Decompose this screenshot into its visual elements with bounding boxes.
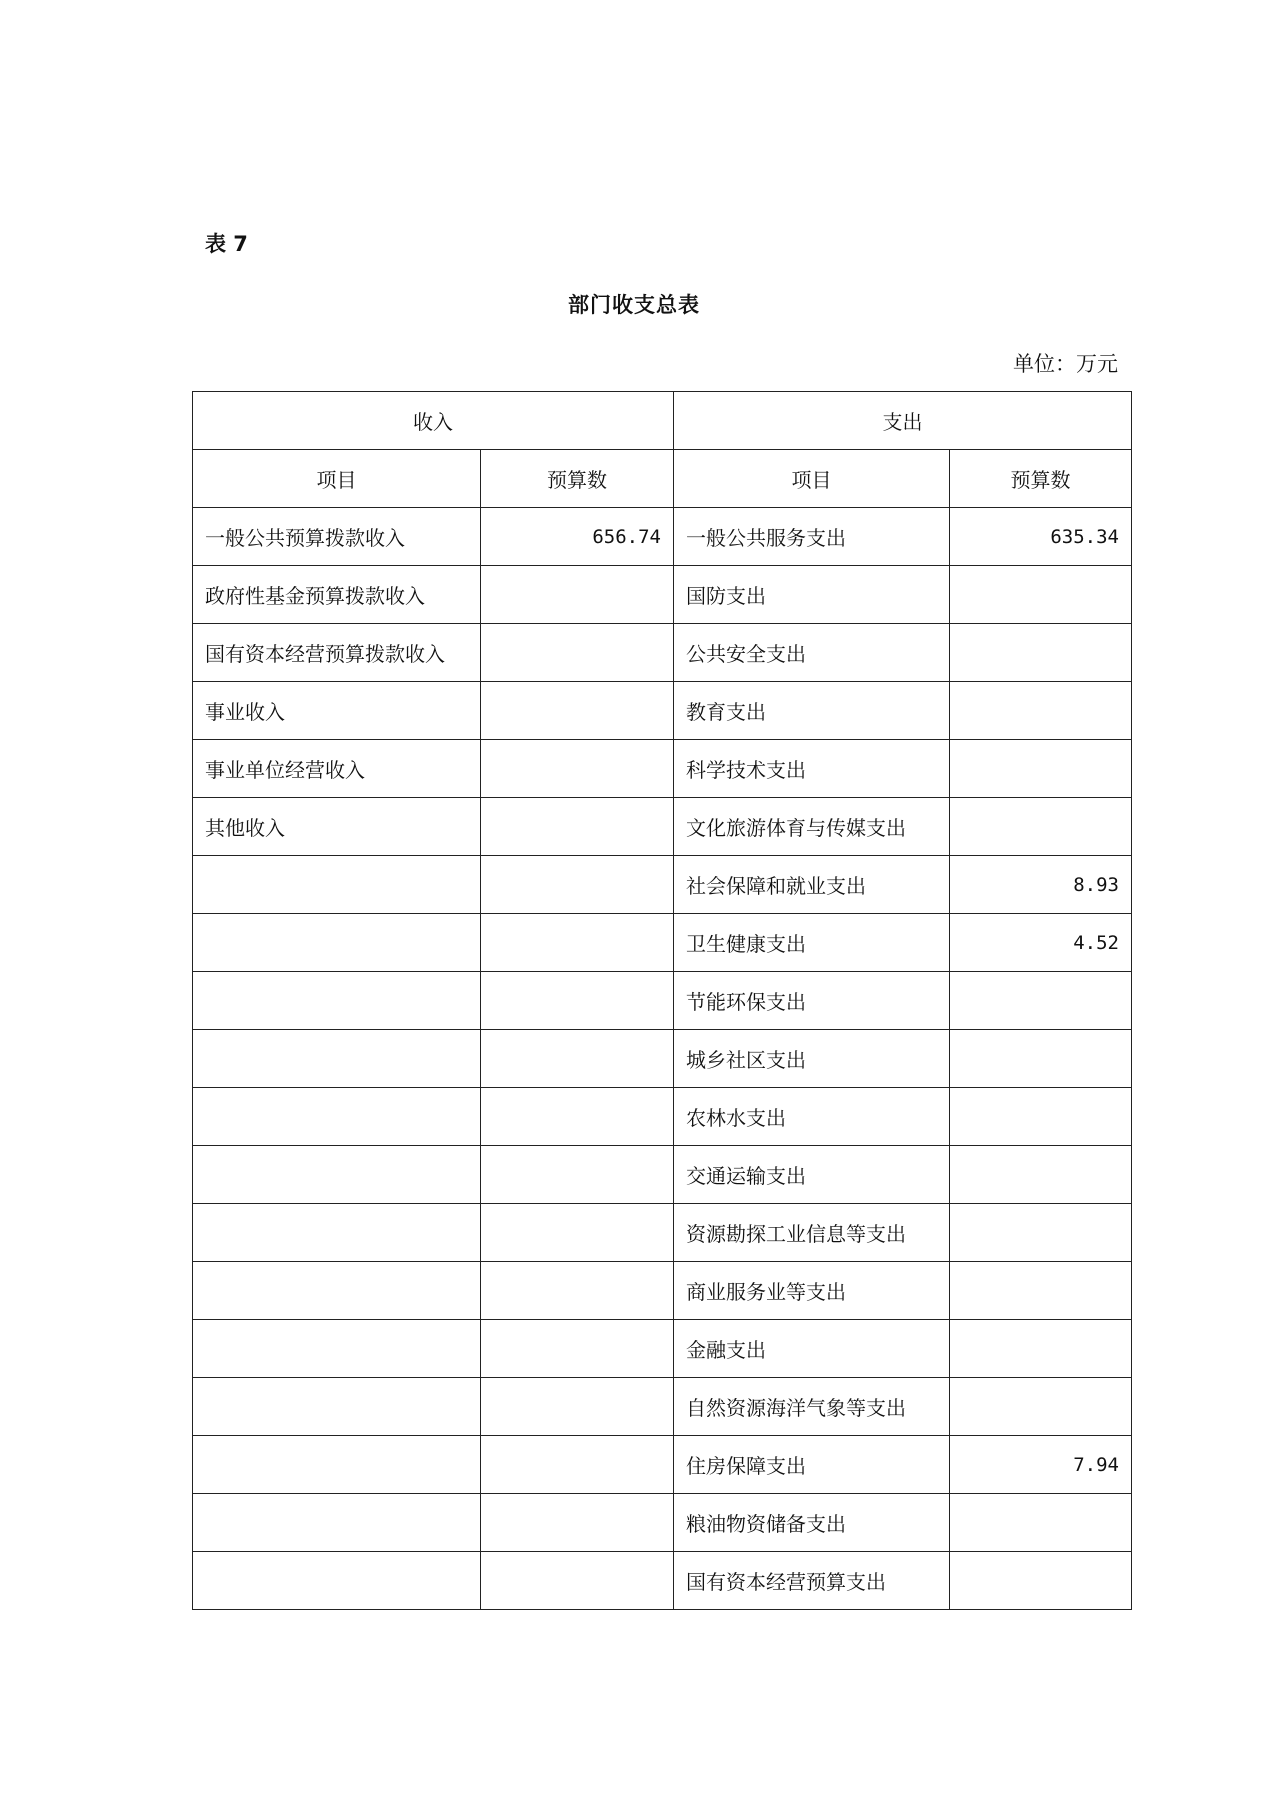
income-value-cell — [481, 1378, 674, 1436]
expense-value-cell — [950, 972, 1132, 1030]
income-value-cell — [481, 1204, 674, 1262]
expense-value-cell — [950, 1494, 1132, 1552]
expense-value-cell — [950, 682, 1132, 740]
table-row — [193, 1088, 1132, 1146]
income-value-cell — [481, 1552, 674, 1610]
expense-item-cell: 城乡社区支出 — [674, 1030, 950, 1088]
expense-item-cell: 文化旅游体育与传媒支出 — [674, 798, 950, 856]
table-row — [193, 624, 1132, 682]
table-row — [193, 740, 1132, 798]
expense-item-cell: 自然资源海洋气象等支出 — [674, 1378, 950, 1436]
table-row — [193, 972, 1132, 1030]
table-row — [193, 1552, 1132, 1610]
income-section-header: 收入 — [193, 392, 674, 450]
income-item-cell — [193, 856, 481, 914]
table-row — [193, 1030, 1132, 1088]
expense-value-cell: 635.34 — [950, 508, 1132, 566]
expense-item-cell: 交通运输支出 — [674, 1146, 950, 1204]
expense-value-cell — [950, 1320, 1132, 1378]
income-value-cell — [481, 1436, 674, 1494]
income-value-cell — [481, 1262, 674, 1320]
income-value-cell — [481, 1320, 674, 1378]
table-row — [193, 1320, 1132, 1378]
expense-item-cell: 金融支出 — [674, 1320, 950, 1378]
unit-note: 单位：万元 — [1013, 352, 1118, 376]
income-value-cell — [481, 624, 674, 682]
expense-item-cell: 住房保障支出 — [674, 1436, 950, 1494]
income-value-cell — [481, 1146, 674, 1204]
table-row — [193, 1204, 1132, 1262]
expense-value-cell: 4.52 — [950, 914, 1132, 972]
income-item-cell — [193, 914, 481, 972]
income-value-cell — [481, 566, 674, 624]
income-item-cell — [193, 1494, 481, 1552]
expense-section-header: 支出 — [674, 392, 1132, 450]
income-item-cell — [193, 1262, 481, 1320]
expense-value-cell — [950, 1204, 1132, 1262]
income-item-cell — [193, 972, 481, 1030]
income-value-cell — [481, 914, 674, 972]
expense-value-cell — [950, 566, 1132, 624]
column-header-row — [193, 450, 1132, 508]
income-item-cell — [193, 1436, 481, 1494]
table-row — [193, 1494, 1132, 1552]
table-row — [193, 1378, 1132, 1436]
table-row — [193, 1436, 1132, 1494]
income-item-cell — [193, 1552, 481, 1610]
income-item-cell: 事业单位经营收入 — [193, 740, 481, 798]
income-item-cell — [193, 1204, 481, 1262]
income-item-cell — [193, 1030, 481, 1088]
expense-value-cell: 8.93 — [950, 856, 1132, 914]
table-row — [193, 856, 1132, 914]
expense-item-cell: 商业服务业等支出 — [674, 1262, 950, 1320]
table-label: 表 7 — [205, 232, 248, 256]
table-row — [193, 508, 1132, 566]
income-item-header: 项目 — [193, 450, 481, 508]
table-row — [193, 682, 1132, 740]
table-row — [193, 1262, 1132, 1320]
income-value-cell — [481, 1030, 674, 1088]
income-item-cell — [193, 1146, 481, 1204]
expense-item-cell: 科学技术支出 — [674, 740, 950, 798]
income-budget-header: 预算数 — [481, 450, 674, 508]
expense-item-cell: 资源勘探工业信息等支出 — [674, 1204, 950, 1262]
expense-item-header: 项目 — [674, 450, 950, 508]
expense-item-cell: 节能环保支出 — [674, 972, 950, 1030]
income-item-cell — [193, 1320, 481, 1378]
budget-table — [192, 391, 1132, 1610]
income-item-cell: 其他收入 — [193, 798, 481, 856]
income-value-cell — [481, 682, 674, 740]
income-value-cell — [481, 856, 674, 914]
expense-item-cell: 农林水支出 — [674, 1088, 950, 1146]
expense-value-cell — [950, 798, 1132, 856]
expense-value-cell — [950, 1030, 1132, 1088]
expense-item-cell: 社会保障和就业支出 — [674, 856, 950, 914]
page-title: 部门收支总表 — [568, 293, 700, 317]
expense-value-cell — [950, 1378, 1132, 1436]
table-row — [193, 798, 1132, 856]
income-item-cell: 国有资本经营预算拨款收入 — [193, 624, 481, 682]
expense-value-cell — [950, 624, 1132, 682]
income-item-cell: 政府性基金预算拨款收入 — [193, 566, 481, 624]
income-item-cell — [193, 1088, 481, 1146]
expense-value-cell — [950, 1262, 1132, 1320]
budget-table-body — [193, 392, 1132, 1610]
income-value-cell — [481, 1494, 674, 1552]
income-value-cell — [481, 740, 674, 798]
expense-item-cell: 一般公共服务支出 — [674, 508, 950, 566]
section-header-row — [193, 392, 1132, 450]
expense-value-cell: 7.94 — [950, 1436, 1132, 1494]
expense-value-cell — [950, 740, 1132, 798]
table-row — [193, 914, 1132, 972]
income-item-cell: 事业收入 — [193, 682, 481, 740]
income-item-cell — [193, 1378, 481, 1436]
table-row — [193, 566, 1132, 624]
expense-value-cell — [950, 1146, 1132, 1204]
income-value-cell — [481, 1088, 674, 1146]
income-value-cell — [481, 972, 674, 1030]
expense-value-cell — [950, 1552, 1132, 1610]
expense-item-cell: 卫生健康支出 — [674, 914, 950, 972]
expense-item-cell: 国防支出 — [674, 566, 950, 624]
income-value-cell: 656.74 — [481, 508, 674, 566]
income-item-cell: 一般公共预算拨款收入 — [193, 508, 481, 566]
expense-item-cell: 教育支出 — [674, 682, 950, 740]
table-row — [193, 1146, 1132, 1204]
expense-item-cell: 国有资本经营预算支出 — [674, 1552, 950, 1610]
expense-budget-header: 预算数 — [950, 450, 1132, 508]
expense-item-cell: 粮油物资储备支出 — [674, 1494, 950, 1552]
expense-value-cell — [950, 1088, 1132, 1146]
expense-item-cell: 公共安全支出 — [674, 624, 950, 682]
income-value-cell — [481, 798, 674, 856]
